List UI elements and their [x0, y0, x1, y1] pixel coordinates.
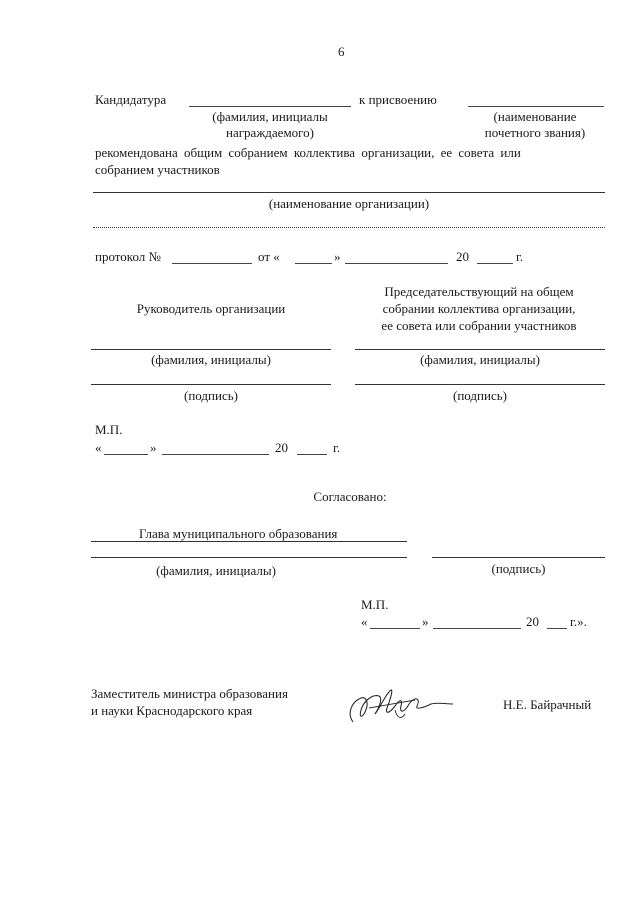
stamp-1-month-line [162, 454, 269, 455]
name-hint-1: (фамилия, инициалы [212, 109, 328, 124]
deputy-position-2: и науки Краснодарского края [91, 703, 253, 718]
head-sign-line [91, 384, 331, 385]
approved-title: Согласовано: [313, 489, 387, 504]
candidate-name-line [189, 106, 351, 107]
protocol-label: протокол № [95, 249, 161, 264]
stamp-2-year: 20 [526, 614, 539, 629]
stamp-1-close-quote: » [150, 440, 157, 455]
protocol-number-line [172, 263, 252, 264]
stamp-2-mp: М.П. [361, 597, 389, 612]
protocol-year-line [477, 263, 513, 264]
organization-line-2 [93, 227, 605, 228]
head-title: Руководитель организации [136, 301, 286, 316]
head-name-line [91, 349, 331, 350]
stamp-1-year-line [297, 454, 327, 455]
head-name-hint: (фамилия, инициалы) [151, 352, 271, 367]
stamp-1-day-line [104, 454, 148, 455]
protocol-month-line [345, 263, 448, 264]
stamp-2-open-quote: « [361, 614, 368, 629]
to-award-label: к присвоению [359, 92, 437, 107]
deputy-position-1: Заместитель министра образования [91, 686, 288, 701]
organization-line [93, 192, 605, 193]
protocol-year-suffix: г. [516, 249, 524, 264]
stamp-1-year: 20 [275, 440, 288, 455]
protocol-from: от « [258, 249, 280, 264]
stamp-2-close-quote: » [422, 614, 429, 629]
chair-sign-hint: (подпись) [453, 388, 507, 403]
title-hint-1: (наименование [493, 109, 577, 124]
municipal-head-name-line [91, 557, 407, 558]
page-number: 6 [338, 44, 345, 59]
chair-title-3: ее совета или собрании участников [381, 318, 577, 333]
municipal-head-title-line [91, 541, 407, 542]
title-hint-2: почетного звания) [484, 125, 586, 140]
stamp-1-year-suffix: г. [333, 440, 341, 455]
recommended-line-1: рекомендована общим собранием коллектива организации, ее совета или [95, 145, 521, 160]
chair-title-1: Председательствующий на общем [384, 284, 574, 299]
chair-name-line [355, 349, 605, 350]
protocol-close-quote: » [334, 249, 341, 264]
municipal-head-sign-hint: (подпись) [491, 561, 546, 576]
protocol-day-line [295, 263, 332, 264]
municipal-head-title: Глава муниципального образования [139, 526, 338, 541]
stamp-2-year-line [547, 628, 567, 629]
stamp-2-day-line [370, 628, 420, 629]
signature-image [345, 684, 460, 732]
candidate-label: Кандидатура [95, 92, 167, 107]
chair-title-2: собрании коллектива организации, [382, 301, 576, 316]
municipal-head-name-hint: (фамилия, инициалы) [156, 563, 276, 578]
chair-sign-line [355, 384, 605, 385]
stamp-1-open-quote: « [95, 440, 102, 455]
protocol-year: 20 [456, 249, 469, 264]
signer-name: Н.Е. Байрачный [503, 697, 592, 712]
recommended-line-2: собранием участников [95, 162, 220, 177]
head-sign-hint: (подпись) [184, 388, 238, 403]
organization-hint: (наименование организации) [268, 196, 430, 211]
stamp-2-year-suffix: г.». [570, 614, 587, 629]
honorary-title-line [468, 106, 604, 107]
chair-name-hint: (фамилия, инициалы) [420, 352, 540, 367]
stamp-2-month-line [433, 628, 521, 629]
municipal-head-sign-line [432, 557, 605, 558]
stamp-1-mp: М.П. [95, 422, 123, 437]
name-hint-2: награждаемого) [225, 125, 315, 140]
